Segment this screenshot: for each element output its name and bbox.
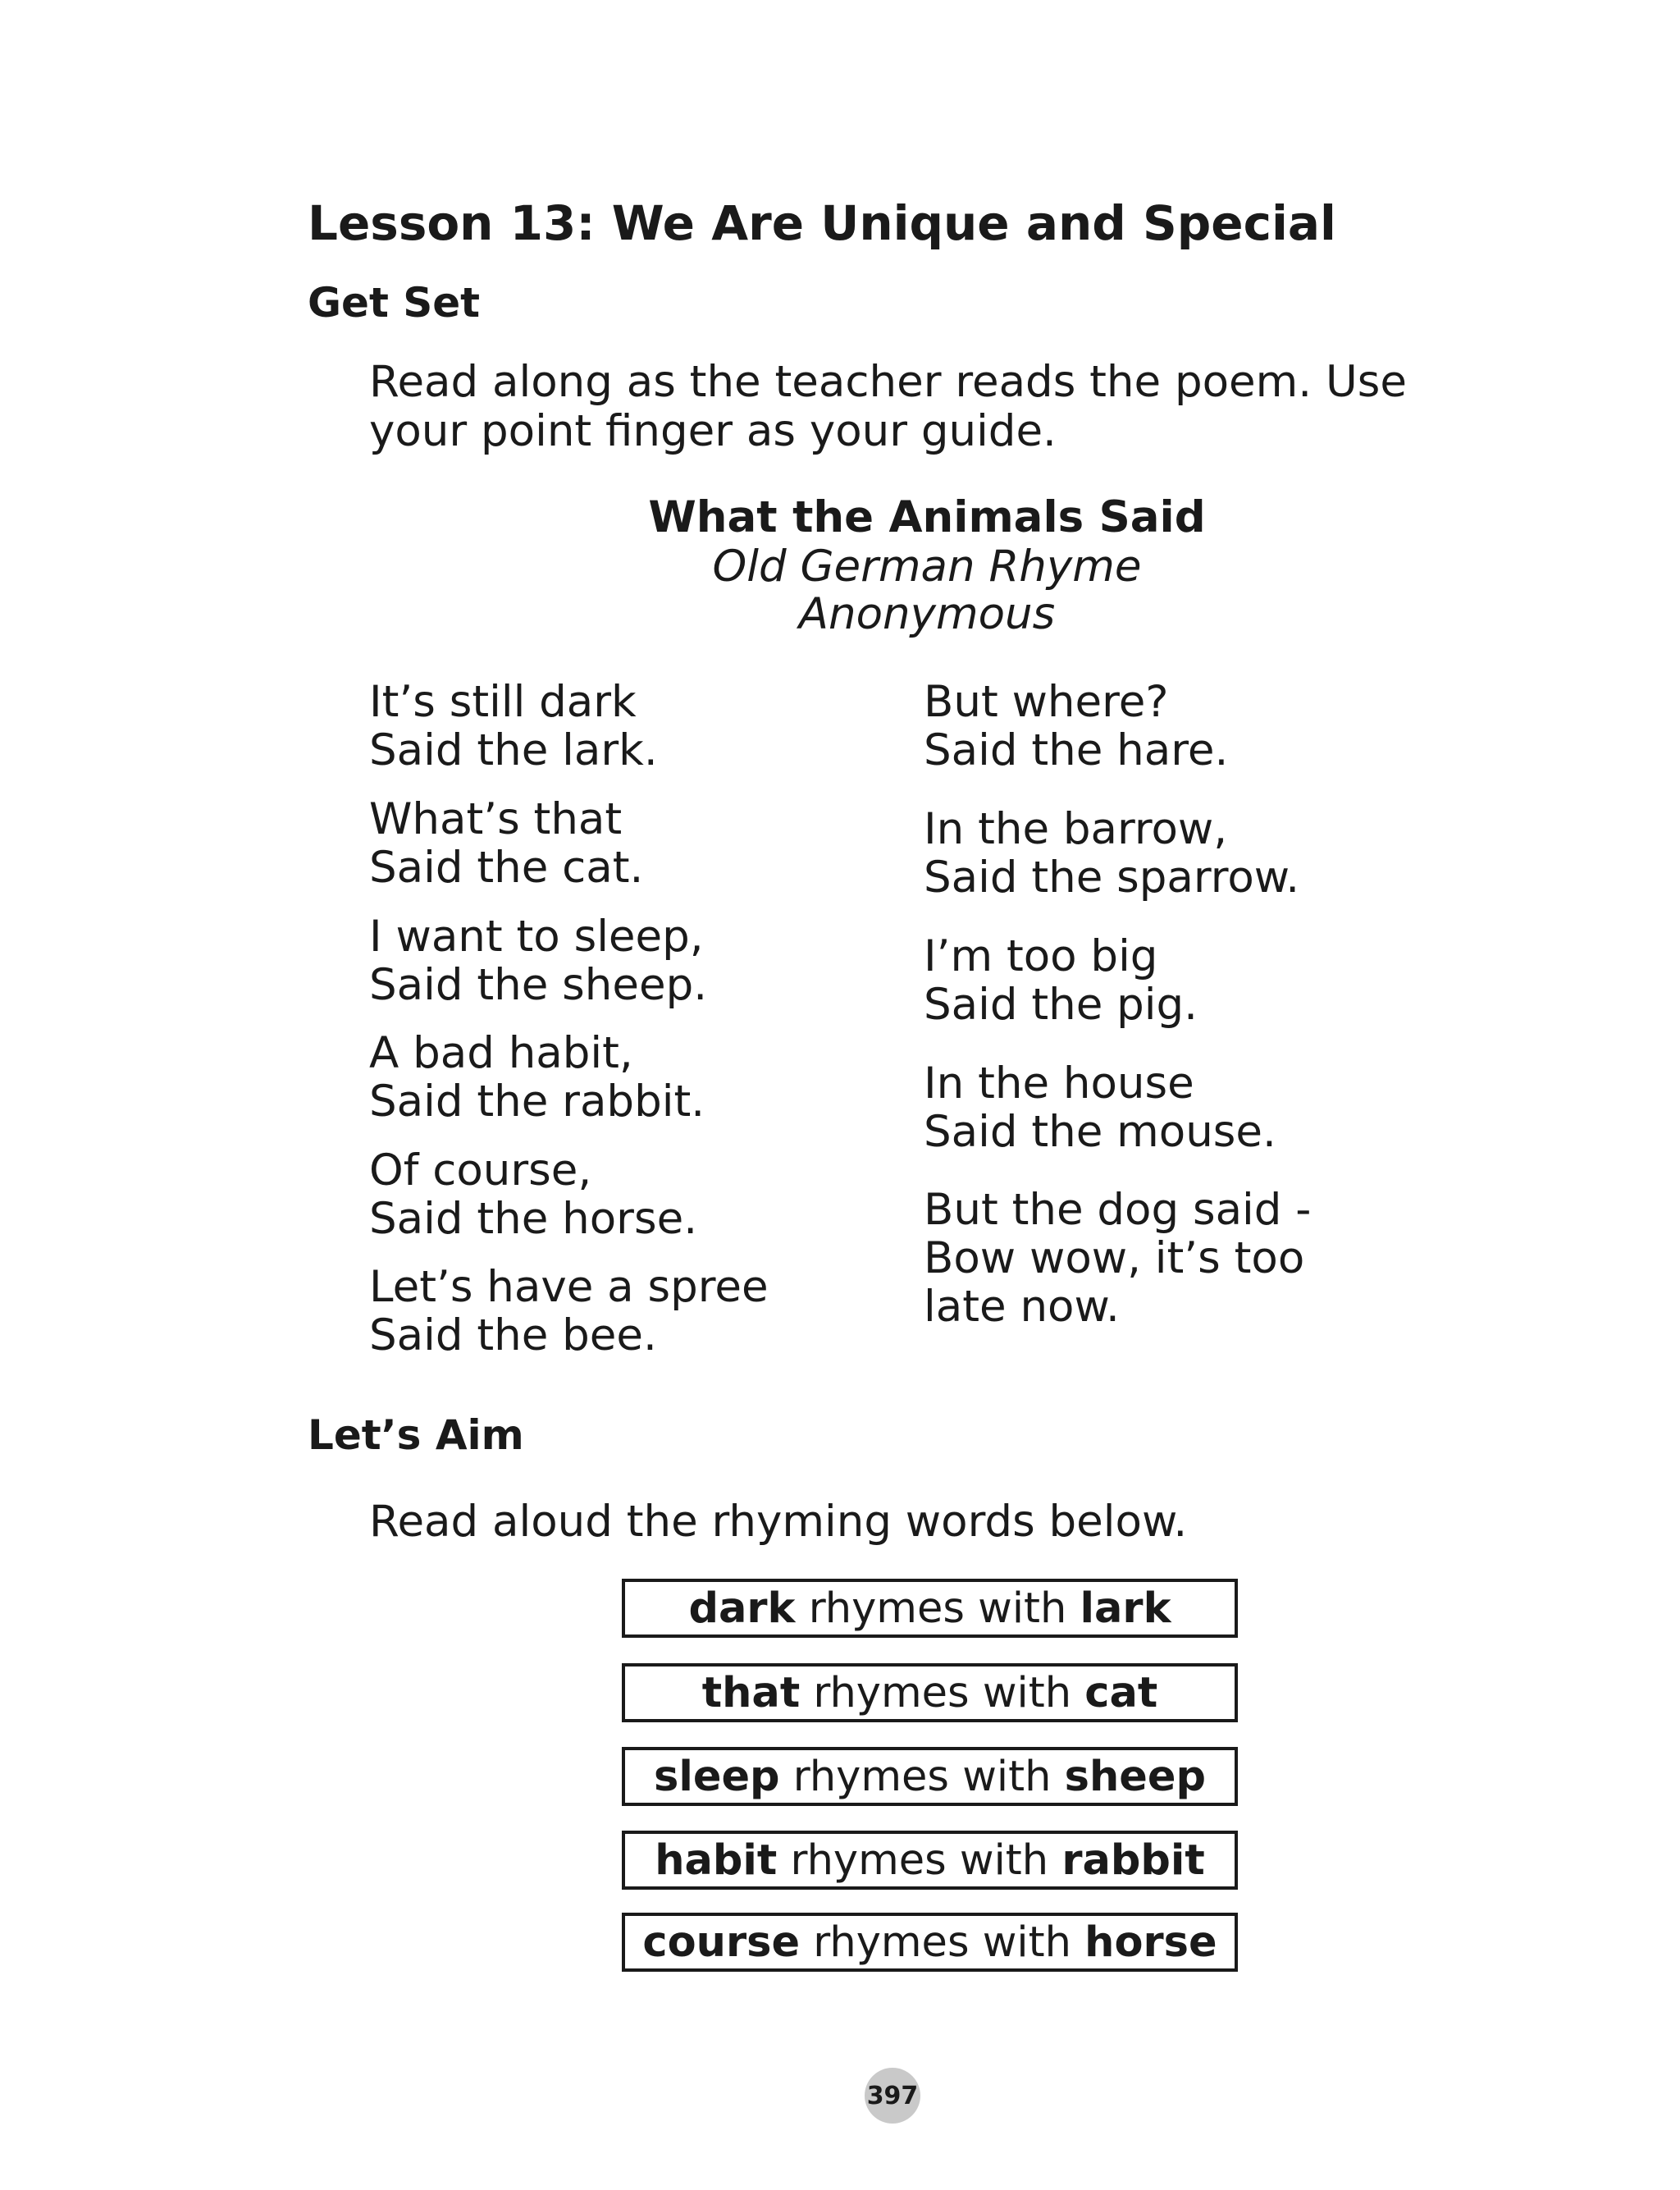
poem-stanza [369, 795, 643, 892]
poem-line: In the house [924, 1058, 1194, 1109]
poem-stanza [924, 932, 1198, 1029]
lesson-title: Lesson 13: We Are Unique and Special [308, 195, 1336, 251]
poem-line: Said the bee. [369, 1310, 657, 1360]
rhyme-box [622, 1747, 1238, 1806]
rhyme-partner: sheep [1064, 1752, 1206, 1801]
poem-stanza [924, 678, 1228, 775]
poem-line: Bow wow, it’s too [924, 1233, 1305, 1283]
poem-line: Said the pig. [924, 980, 1198, 1030]
poem-line: What’s that [369, 794, 623, 844]
rhyme-partner: rabbit [1061, 1836, 1205, 1885]
poem-subtitle: Old German Rhyme [712, 542, 1142, 592]
poem-stanza [369, 1263, 769, 1360]
rhyme-word: that [701, 1668, 801, 1717]
lets-aim-instruction: Read aloud the rhyming words below. [369, 1497, 1188, 1547]
rhyme-box [622, 1831, 1238, 1890]
poem-line: Said the cat. [369, 843, 644, 893]
rhyme-word: habit [655, 1836, 778, 1885]
rhyme-word: dark [688, 1584, 796, 1633]
poem-stanza [369, 912, 707, 1009]
poem-line: Said the sparrow. [924, 853, 1300, 903]
poem-stanza [369, 678, 658, 775]
page-number: 397 [865, 2068, 920, 2124]
rhyme-connector: rhymes with [800, 1668, 1085, 1717]
poem-line: I’m too big [924, 931, 1158, 981]
poem-line: Said the horse. [369, 1194, 698, 1244]
poem-line: Let’s have a spree [369, 1262, 769, 1312]
poem-line: Of course, [369, 1145, 592, 1196]
poem-line: But where? [924, 677, 1169, 727]
poem-stanza [369, 1029, 705, 1126]
poem-stanza [924, 1059, 1276, 1156]
instruction-line: Read along as the teacher reads the poem. Use [369, 357, 1407, 407]
rhyme-connector: rhymes with [795, 1584, 1080, 1633]
poem-stanza [369, 1146, 697, 1243]
poem-line: late now. [924, 1282, 1120, 1332]
instruction-line: your point finger as your guide. [369, 406, 1057, 456]
poem-stanza [924, 805, 1299, 902]
get-set-heading: Get Set [308, 279, 481, 327]
rhyme-word: course [642, 1918, 801, 1967]
poem-line: It’s still dark [369, 677, 637, 727]
poem-line: Said the lark. [369, 725, 658, 775]
poem-line: Said the mouse. [924, 1107, 1276, 1157]
poem-line: But the dog said - [924, 1185, 1312, 1235]
poem-line: Said the hare. [924, 725, 1229, 775]
rhyme-partner: horse [1084, 1918, 1217, 1967]
lets-aim-heading: Let’s Aim [308, 1411, 524, 1459]
rhyme-connector: rhymes with [800, 1918, 1085, 1967]
rhyme-box [622, 1913, 1238, 1972]
rhyme-connector: rhymes with [779, 1752, 1065, 1801]
poem-line: Said the sheep. [369, 960, 708, 1010]
poem-line: I want to sleep, [369, 912, 704, 962]
rhyme-connector: rhymes with [777, 1836, 1062, 1885]
rhyme-box [622, 1663, 1238, 1722]
poem-line: A bad habit, [369, 1028, 633, 1078]
rhyme-word: sleep [654, 1752, 780, 1801]
poem-title: What the Animals Said [648, 492, 1206, 542]
poem-line: In the barrow, [924, 804, 1228, 854]
poem-stanza [924, 1186, 1311, 1331]
poem-line: Said the rabbit. [369, 1077, 705, 1127]
rhyme-partner: lark [1080, 1584, 1171, 1633]
poem-author: Anonymous [798, 589, 1056, 639]
rhyme-box [622, 1579, 1238, 1638]
get-set-instruction [369, 358, 1407, 456]
rhyme-partner: cat [1084, 1668, 1158, 1717]
